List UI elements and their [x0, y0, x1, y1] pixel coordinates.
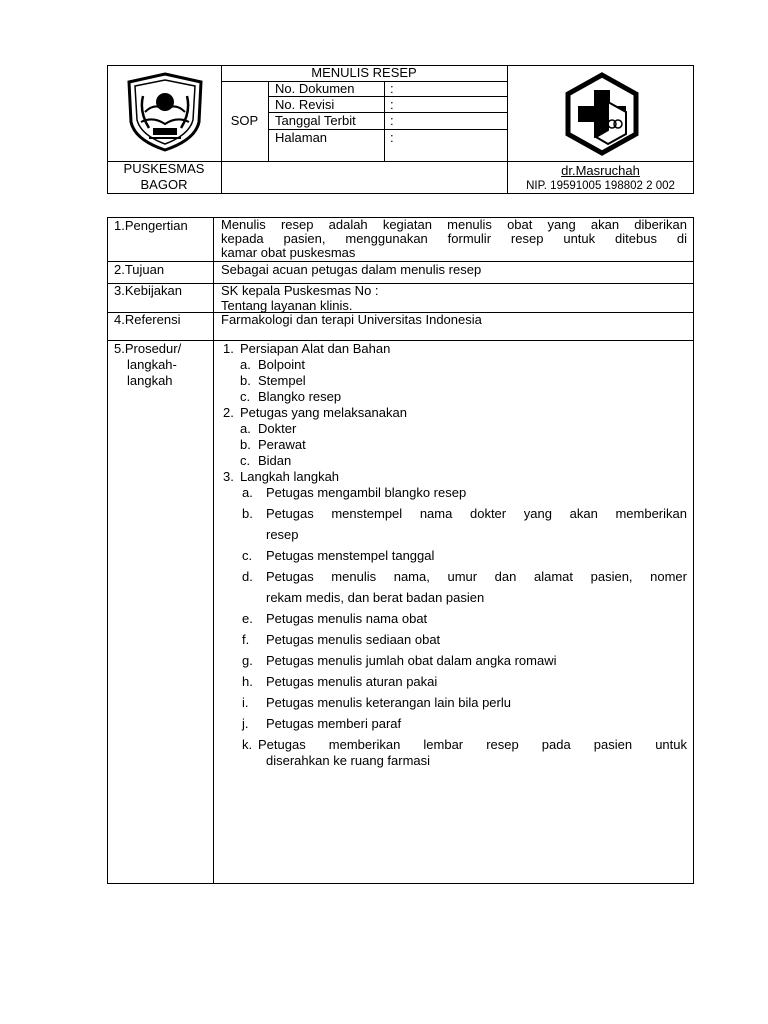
org-name-line1: PUSKESMAS	[123, 161, 205, 176]
content-divider	[213, 217, 214, 884]
org-name-line2: BAGOR	[140, 177, 188, 192]
field-value-no-revisi: :	[390, 97, 394, 112]
label-referensi: 4.Referensi	[114, 312, 181, 327]
list-marker: a.	[240, 421, 251, 436]
list-item: Petugas menulis aturan pakai	[266, 674, 438, 689]
list-item-cont: diserahkan ke ruang farmasi	[266, 753, 431, 768]
list-item: Petugas menstempel nama dokter yang akan memberikan	[266, 506, 687, 521]
field-value-no-dokumen: :	[390, 81, 394, 96]
label-kebijakan: 3.Kebijakan	[114, 283, 182, 298]
content-divider	[107, 340, 694, 341]
sop-label: SOP	[230, 113, 259, 128]
list-marker: b.	[242, 506, 253, 521]
header-divider	[268, 81, 269, 161]
list-item: Perawat	[258, 437, 306, 452]
step-title: Persiapan Alat dan Bahan	[240, 341, 391, 356]
list-marker: c.	[240, 389, 251, 404]
list-item: Bolpoint	[258, 357, 305, 372]
field-value-halaman: :	[390, 130, 394, 145]
kebijakan-line2: Tentang layanan klinis.	[221, 298, 353, 313]
list-marker: d.	[242, 569, 253, 584]
field-label-no-revisi: No. Revisi	[275, 97, 335, 112]
pengertian-line: Menulis resep adalah kegiatan menulis obat yang akan diberikan	[221, 217, 687, 232]
signer-name: dr.Masruchah	[561, 163, 640, 178]
step-number: 2.	[223, 405, 234, 420]
list-item: Blangko resep	[258, 389, 342, 404]
list-marker: k.	[242, 737, 253, 752]
tujuan-text: Sebagai acuan petugas dalam menulis resep	[221, 262, 482, 277]
list-item: Petugas mengambil blangko resep	[266, 485, 467, 500]
list-marker: c.	[240, 453, 251, 468]
signer-nip: NIP. 19591005 198802 2 002	[526, 180, 675, 192]
field-label-tanggal-terbit: Tanggal Terbit	[275, 113, 356, 128]
list-marker: e.	[242, 611, 253, 626]
pengertian-line: kamar obat puskesmas	[221, 245, 356, 260]
list-marker: h.	[242, 674, 253, 689]
field-label-no-dokumen: No. Dokumen	[275, 81, 355, 96]
list-item: Petugas memberi paraf	[266, 716, 402, 731]
list-marker: a.	[242, 485, 253, 500]
list-item-cont: rekam medis, dan berat badan pasien	[266, 590, 485, 605]
list-item: Petugas menulis nama obat	[266, 611, 428, 626]
label-tujuan: 2.Tujuan	[114, 262, 165, 277]
list-item: Petugas memberikan lembar resep pada pasien untuk	[258, 737, 687, 752]
list-item: Petugas menulis jumlah obat dalam angka romawi	[266, 653, 557, 668]
list-marker: b.	[240, 437, 251, 452]
step-number: 3.	[223, 469, 234, 484]
list-item: Petugas menulis sediaan obat	[266, 632, 441, 647]
regional-emblem-logo	[123, 72, 207, 152]
list-item-cont: resep	[266, 527, 299, 542]
list-marker: i.	[242, 695, 249, 710]
label-prosedur: langkah	[127, 373, 173, 388]
list-marker: b.	[240, 373, 251, 388]
header-divider	[221, 65, 222, 194]
pengertian-line: kepada pasien, menggunakan formulir resep untuk ditebus di	[221, 231, 687, 246]
list-item: Stempel	[258, 373, 306, 388]
document-title: MENULIS RESEP	[311, 65, 417, 80]
list-item: Petugas menulis keterangan lain bila perlu	[266, 695, 511, 710]
list-item: Petugas menulis nama, umur dan alamat pasien, nomer	[266, 569, 687, 584]
field-label-halaman: Halaman	[275, 130, 328, 145]
list-marker: f.	[242, 632, 250, 647]
label-prosedur: 5.Prosedur/	[114, 341, 182, 356]
label-pengertian: 1.Pengertian	[114, 218, 188, 233]
header-divider	[221, 81, 507, 82]
list-item: Bidan	[258, 453, 292, 468]
list-marker: j.	[242, 716, 249, 731]
list-marker: c.	[242, 548, 253, 563]
list-marker: g.	[242, 653, 253, 668]
field-value-tanggal-terbit: :	[390, 113, 394, 128]
list-item: Dokter	[258, 421, 297, 436]
step-title: Petugas yang melaksanakan	[240, 405, 407, 420]
referensi-text: Farmakologi dan terapi Universitas Indonesia	[221, 312, 482, 327]
list-item: Petugas menstempel tanggal	[266, 548, 435, 563]
kebijakan-line1: SK kepala Puskesmas No :	[221, 283, 379, 298]
step-title: Langkah langkah	[240, 469, 340, 484]
step-number: 1.	[223, 341, 234, 356]
label-prosedur: langkah-	[127, 357, 177, 372]
header-divider	[384, 81, 385, 161]
content-divider	[107, 283, 694, 284]
puskesmas-logo	[560, 72, 644, 156]
list-marker: a.	[240, 357, 251, 372]
